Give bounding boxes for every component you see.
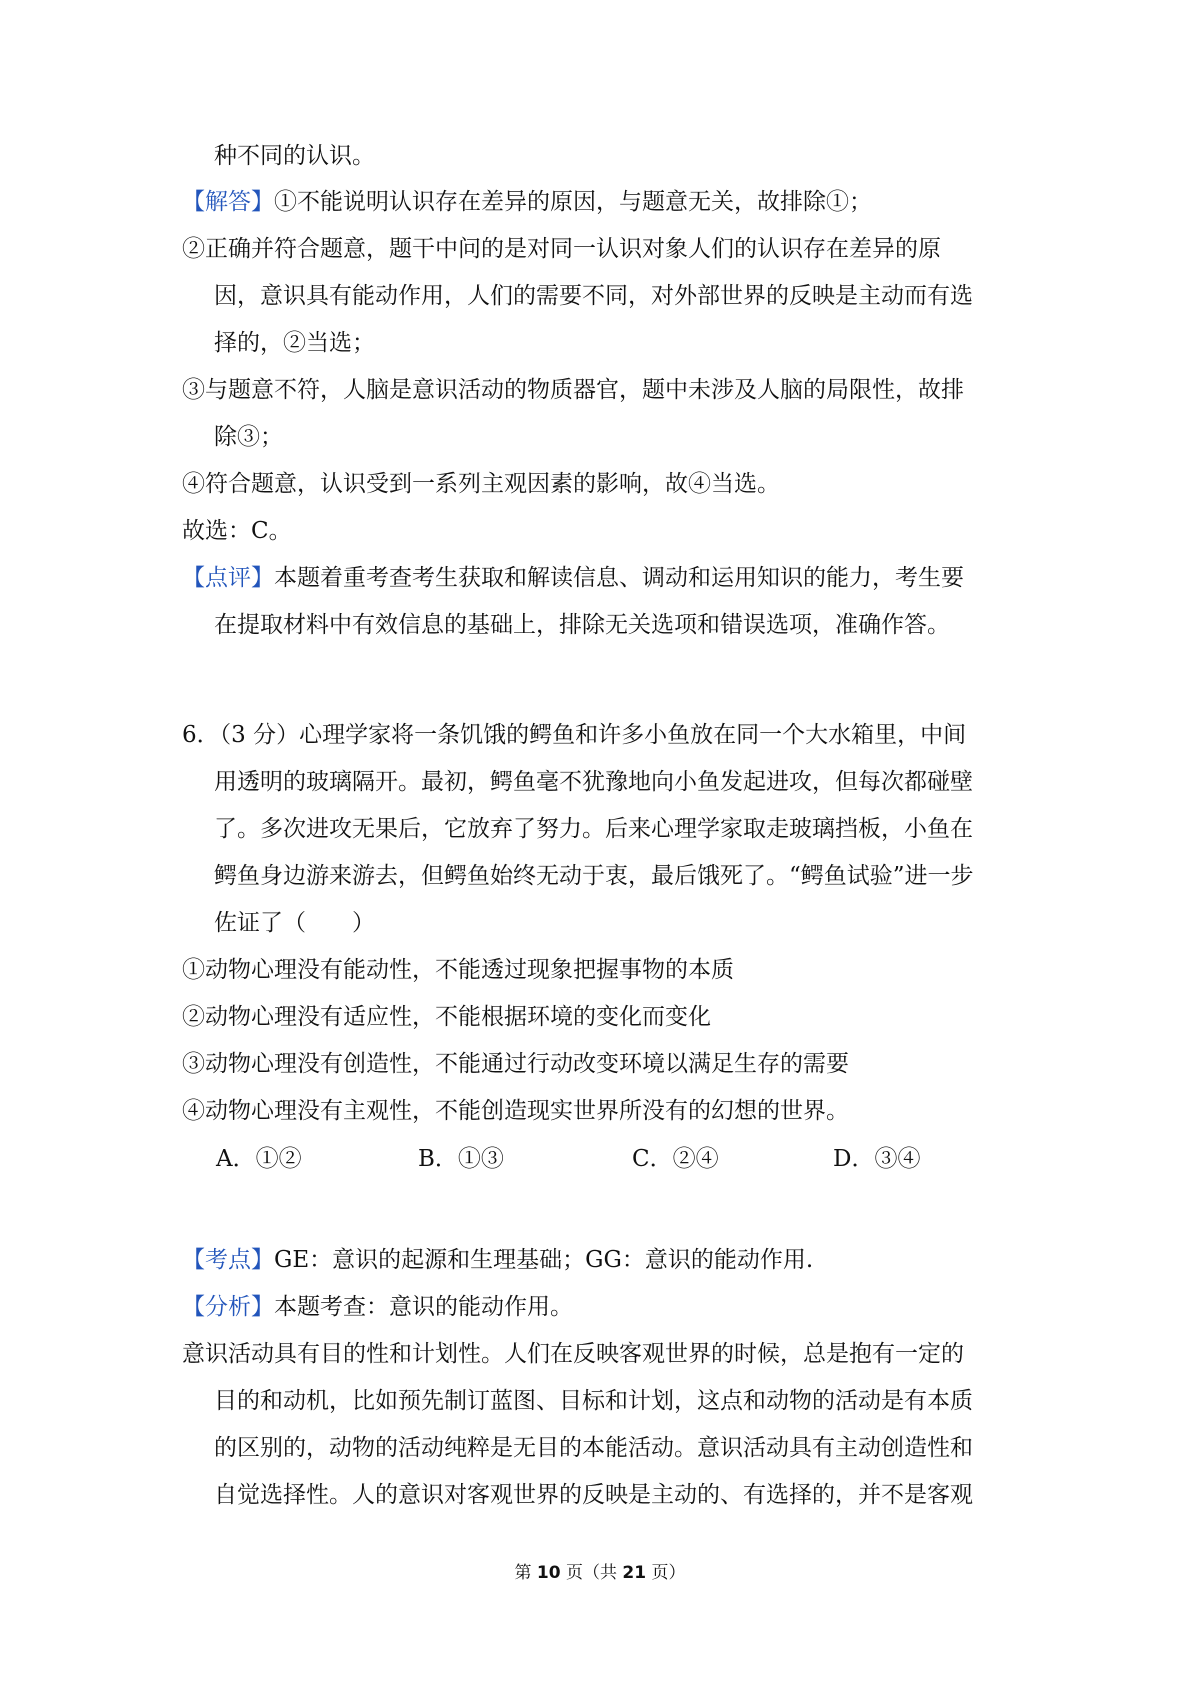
answer-tag: 【解答】 xyxy=(182,189,274,215)
option-c: C．②④ xyxy=(632,1146,719,1172)
option-a: A．①② xyxy=(216,1146,302,1172)
analysis-tag: 【分析】 xyxy=(182,1294,274,1320)
question-6-stem-line-3: 了。多次进攻无果后，它放弃了努力。后来心理学家取走玻璃挡板，小鱼在 xyxy=(214,816,973,842)
question-6-stem-line-5: 佐证了（ ） xyxy=(214,910,375,936)
analysis-body-line-4: 自觉选择性。人的意识对客观世界的反映是主动的、有选择的，并不是客观 xyxy=(214,1482,973,1508)
question-6-stem-line-1: 6．（3 分）心理学家将一条饥饿的鳄鱼和许多小鱼放在同一个大水箱里，中间 xyxy=(182,722,967,748)
answer-item-3-line-2: 除③； xyxy=(214,424,283,450)
answer-item-4: ④符合题意，认识受到一系列主观因素的影响，故④当选。 xyxy=(182,471,780,497)
footer-suffix: 页） xyxy=(651,1563,686,1583)
comment-line-1: 本题着重考查考生获取和解读信息、调动和运用知识的能力，考生要 xyxy=(274,565,964,591)
comment-tag: 【点评】 xyxy=(182,565,274,591)
answer-block xyxy=(182,185,872,219)
answer-item-2-line-1: ②正确并符合题意，题干中问的是对同一认识对象人们的认识存在差异的原 xyxy=(182,236,941,262)
point-block xyxy=(182,1243,813,1277)
point-tag: 【考点】 xyxy=(182,1247,274,1273)
option-b: B．①③ xyxy=(418,1146,504,1172)
question-6-stem-line-4: 鳄鱼身边游来游去，但鳄鱼始终无动于衷，最后饿死了。“鳄鱼试验”进一步 xyxy=(214,863,974,889)
answer-item-3-line-1: ③与题意不符，人脑是意识活动的物质器官，题中未涉及人脑的局限性，故排 xyxy=(182,377,964,403)
question-6-item-2: ②动物心理没有适应性，不能根据环境的变化而变化 xyxy=(182,1004,711,1030)
page-number: 10 xyxy=(536,1563,561,1583)
question-6-stem-line-2: 用透明的玻璃隔开。最初，鳄鱼毫不犹豫地向小鱼发起进攻，但每次都碰壁 xyxy=(214,769,973,795)
analysis-body-line-2: 目的和动机，比如预先制订蓝图、目标和计划，这点和动物的活动是有本质 xyxy=(214,1388,973,1414)
comment-line-2: 在提取材料中有效信息的基础上，排除无关选项和错误选项，准确作答。 xyxy=(214,612,950,638)
answer-item-2-line-2: 因，意识具有能动作用，人们的需要不同，对外部世界的反映是主动而有选 xyxy=(214,283,973,309)
page-total: 21 xyxy=(622,1563,647,1583)
answer-item-1: ①不能说明认识存在差异的原因，与题意无关，故排除①； xyxy=(274,189,872,215)
option-d: D．③④ xyxy=(833,1146,921,1172)
analysis-block xyxy=(182,1290,573,1324)
analysis-body-line-1: 意识活动具有目的性和计划性。人们在反映客观世界的时候，总是抱有一定的 xyxy=(182,1341,964,1367)
answer-choice: 故选：C。 xyxy=(182,518,292,544)
point-text: GE：意识的起源和生理基础；GG：意识的能动作用. xyxy=(274,1247,814,1273)
question-6-item-4: ④动物心理没有主观性，不能创造现实世界所没有的幻想的世界。 xyxy=(182,1098,849,1124)
question-6-item-1: ①动物心理没有能动性，不能透过现象把握事物的本质 xyxy=(182,957,734,983)
comment-block xyxy=(182,561,964,595)
page-footer xyxy=(0,1558,1200,1583)
analysis-body-line-3: 的区别的，动物的活动纯粹是无目的本能活动。意识活动具有主动创造性和 xyxy=(214,1435,973,1461)
question-6-item-3: ③动物心理没有创造性，不能通过行动改变环境以满足生存的需要 xyxy=(182,1051,849,1077)
analysis-text: 本题考查：意识的能动作用。 xyxy=(274,1294,573,1320)
footer-prefix: 第 xyxy=(514,1563,532,1583)
answer-line-tail: 种不同的认识。 xyxy=(214,143,375,169)
answer-item-2-line-3: 择的，②当选； xyxy=(214,330,375,356)
footer-middle: 页（共 xyxy=(566,1563,617,1583)
